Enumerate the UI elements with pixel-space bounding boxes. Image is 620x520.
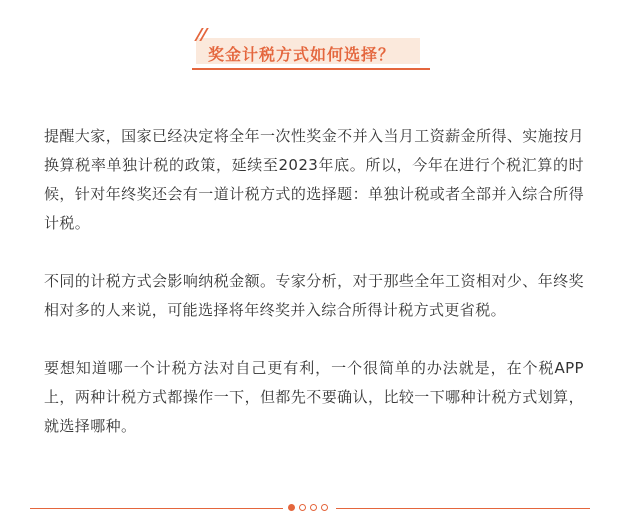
divider-line	[336, 508, 590, 509]
footer-divider	[30, 500, 590, 520]
dot-outline-icon	[299, 504, 306, 511]
dot-filled-icon	[288, 504, 295, 511]
dot-outline-icon	[321, 504, 328, 511]
section-title	[192, 28, 430, 70]
title-underline	[192, 68, 430, 70]
paragraph: 不同的计税方式会影响纳税金额。专家分析，对于那些全年工资相对少、年终奖相对多的人来说，可能选择将年终奖并入综合所得计税方式更省税。	[44, 272, 584, 319]
page-title: 奖金计税方式如何选择？	[208, 45, 396, 64]
paragraph: 要想知道哪一个计税方法对自己更有利，一个很简单的办法就是，在个税APP上，两种计税方式都操作一下，但都先不要确认，比较一下哪种计税方式划算，就选择哪种。	[44, 359, 584, 435]
dot-outline-icon	[310, 504, 317, 511]
divider-line	[30, 508, 283, 509]
article-body	[44, 122, 584, 470]
paragraph: 提醒大家，国家已经决定将全年一次性奖金不并入当月工资薪金所得、实施按月换算税率单独计税的政策，延续至2023年底。所以，今年在进行个税汇算的时候，针对年终奖还会有一道计税方式的选择题：单独计税或者全部并入综合所得计税。	[44, 127, 584, 232]
